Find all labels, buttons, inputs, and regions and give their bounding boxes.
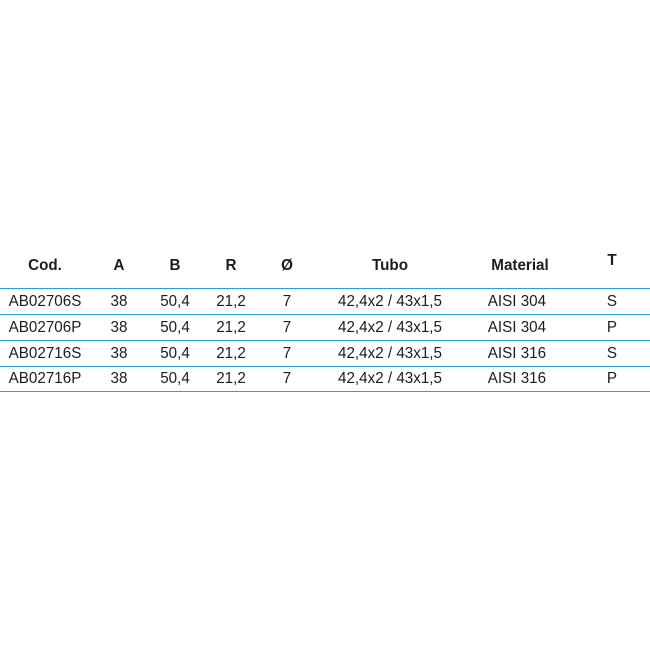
cell-diameter: 7 [282,370,292,387]
table-header-row [0,250,650,288]
cell-t: S [606,344,618,362]
cell-t: S [606,292,618,310]
cell-diameter: 7 [282,292,292,310]
cell-a: 38 [110,370,128,387]
column-header-cod: Cod. [28,257,62,274]
cell-b: 50,4 [160,370,190,387]
cell-b: 50,4 [160,344,190,362]
cell-cod: AB02716S [8,344,82,362]
cell-a: 38 [110,292,128,310]
cell-r: 21,2 [216,370,246,387]
table-row [0,314,650,340]
cell-diameter: 7 [282,344,292,362]
column-header-tubo: Tubo [371,257,409,274]
cell-tubo: 42,4x2 / 43x1,5 [338,318,442,336]
table-row [0,288,650,314]
cell-tubo: 42,4x2 / 43x1,5 [338,344,442,362]
cell-a: 38 [110,344,128,362]
cell-tubo: 42,4x2 / 43x1,5 [338,292,442,310]
cell-r: 21,2 [216,344,246,362]
column-header-a: A [113,257,125,274]
column-header-material: Material [491,257,549,274]
cell-a: 38 [110,318,128,336]
table-row [0,340,650,366]
cell-material: AISI 316 [487,370,547,387]
cell-material: AISI 316 [487,344,547,362]
column-header-b: B [169,257,181,274]
product-table [0,250,650,392]
cell-r: 21,2 [216,318,246,336]
cell-r: 21,2 [216,292,246,310]
column-header-t: T [607,252,617,269]
cell-material: AISI 304 [487,318,547,336]
cell-tubo: 42,4x2 / 43x1,5 [338,370,442,387]
cell-cod: AB02706S [8,292,82,310]
cell-cod: AB02706P [8,318,82,336]
table-row [0,366,650,392]
cell-t: P [606,370,618,387]
cell-b: 50,4 [160,318,190,336]
cell-material: AISI 304 [487,292,547,310]
cell-diameter: 7 [282,318,292,336]
cell-cod: AB02716P [8,370,82,387]
cell-b: 50,4 [160,292,190,310]
cell-t: P [606,318,618,336]
column-header-diameter: Ø [281,257,293,274]
column-header-r: R [225,257,237,274]
